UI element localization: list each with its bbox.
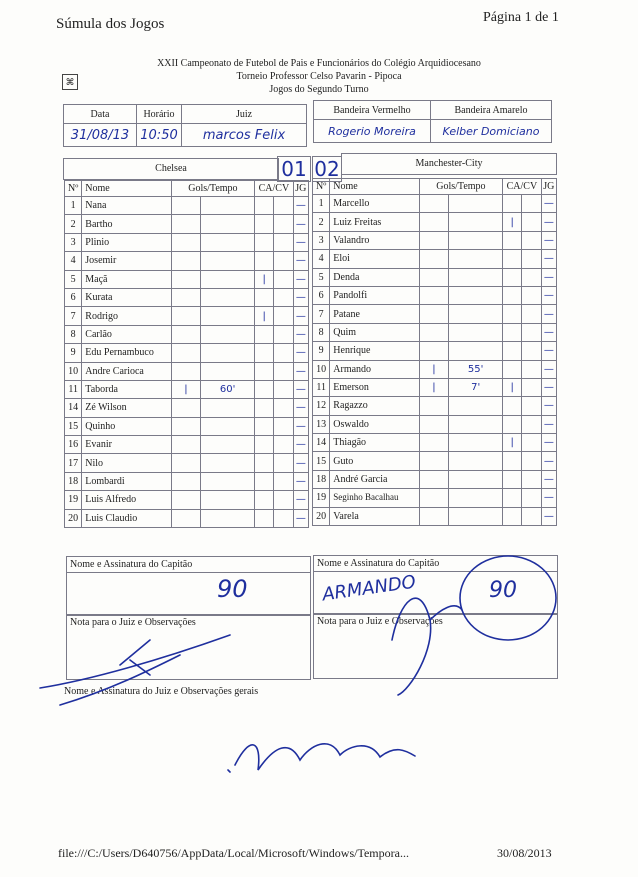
player-name: Nana xyxy=(82,197,171,215)
player-played: — xyxy=(541,360,556,378)
player-name: Luis Alfredo xyxy=(82,491,171,509)
flag-red-value: Rogerio Moreira xyxy=(314,120,431,143)
player-goals: | xyxy=(419,360,448,378)
player-number: 14 xyxy=(65,399,82,417)
player-number: 5 xyxy=(65,270,82,288)
captain-left-signature: 90 xyxy=(217,575,248,603)
col-cards: CA/CV xyxy=(255,181,294,197)
player-yellow-card: | xyxy=(255,270,274,288)
player-yellow-card: | xyxy=(503,378,522,396)
player-name: Varela xyxy=(330,507,419,525)
player-played: — xyxy=(541,452,556,470)
player-name: Quinho xyxy=(82,417,171,435)
notes-left-scribble xyxy=(40,635,230,705)
captain-right-signature: ARMANDO xyxy=(320,571,418,606)
player-name: Guto xyxy=(330,452,419,470)
home-team-name: Chelsea xyxy=(63,158,279,180)
player-name: Henrique xyxy=(330,342,419,360)
player-played: — xyxy=(541,470,556,488)
player-name: Evanir xyxy=(82,436,171,454)
player-number: 6 xyxy=(65,288,82,306)
home-score: 01 xyxy=(277,156,311,182)
player-name: Quim xyxy=(330,323,419,341)
col-num: Nº xyxy=(313,179,330,195)
time-label: Horário xyxy=(137,105,182,124)
player-number: 18 xyxy=(313,470,330,488)
player-name: Carlão xyxy=(82,325,171,343)
player-played: — xyxy=(541,195,556,213)
player-played: — xyxy=(293,491,308,509)
player-played: — xyxy=(293,215,308,233)
player-number: 17 xyxy=(65,454,82,472)
player-played: — xyxy=(541,378,556,396)
player-played: — xyxy=(293,399,308,417)
player-played: — xyxy=(541,323,556,341)
player-name: Oswaldo xyxy=(330,415,419,433)
player-name: Taborda xyxy=(82,380,171,398)
player-name: Denda xyxy=(330,268,419,286)
player-name: Patane xyxy=(330,305,419,323)
player-goal-time: 55' xyxy=(449,360,503,378)
player-played: — xyxy=(293,288,308,306)
captain-right-label: Nome e Assinatura do Capitão xyxy=(314,556,557,572)
player-name: Luiz Freitas xyxy=(330,213,419,231)
player-played: — xyxy=(293,252,308,270)
player-name: Armando xyxy=(330,360,419,378)
player-number: 12 xyxy=(313,397,330,415)
player-name: André Garcia xyxy=(330,470,419,488)
player-name: Maçã xyxy=(82,270,171,288)
player-number: 8 xyxy=(313,323,330,341)
player-number: 13 xyxy=(313,415,330,433)
player-name: Thiagão xyxy=(330,434,419,452)
player-name: Andre Carioca xyxy=(82,362,171,380)
player-played: — xyxy=(541,250,556,268)
col-jg: JG xyxy=(541,179,556,195)
col-name: Nome xyxy=(82,181,171,197)
player-name: Edu Pernambuco xyxy=(82,344,171,362)
player-goals: | xyxy=(171,380,200,398)
player-played: — xyxy=(293,233,308,251)
referee-label: Juiz xyxy=(182,105,307,124)
player-name: Rodrigo xyxy=(82,307,171,325)
date-label: Data xyxy=(64,105,137,124)
logo-icon: ⌘ xyxy=(62,74,78,90)
player-number: 4 xyxy=(65,252,82,270)
player-yellow-card: | xyxy=(503,213,522,231)
player-goal-time: 7' xyxy=(449,378,503,396)
player-played: — xyxy=(293,344,308,362)
col-cards: CA/CV xyxy=(503,179,542,195)
player-played: — xyxy=(293,436,308,454)
player-number: 10 xyxy=(313,360,330,378)
player-name: Josemir xyxy=(82,252,171,270)
player-number: 9 xyxy=(313,342,330,360)
player-name: Nilo xyxy=(82,454,171,472)
round-title: Jogos do Segundo Turno xyxy=(269,84,369,95)
player-number: 19 xyxy=(65,491,82,509)
captain-right-circle xyxy=(460,556,556,640)
player-played: — xyxy=(541,415,556,433)
player-name: Kurata xyxy=(82,288,171,306)
player-played: — xyxy=(541,231,556,249)
player-played: — xyxy=(293,197,308,215)
page-number: Página 1 de 1 xyxy=(483,10,559,25)
player-yellow-card: | xyxy=(503,434,522,452)
player-played: — xyxy=(541,397,556,415)
player-number: 7 xyxy=(313,305,330,323)
player-played: — xyxy=(541,268,556,286)
player-played: — xyxy=(293,417,308,435)
tournament-title: Torneio Professor Celso Pavarin - Pipoca xyxy=(236,71,402,82)
championship-title: XXII Campeonato de Futebol de Pais e Funcionários do Colégio Arquidiocesano xyxy=(157,58,481,69)
player-name: Pandolfi xyxy=(330,286,419,304)
player-number: 20 xyxy=(313,507,330,525)
player-played: — xyxy=(541,286,556,304)
player-number: 11 xyxy=(313,378,330,396)
player-name: Seginho Bacalhau xyxy=(330,489,419,507)
player-name: Lombardi xyxy=(82,472,171,490)
col-jg: JG xyxy=(293,181,308,197)
col-name: Nome xyxy=(330,179,419,195)
player-played: — xyxy=(293,270,308,288)
player-number: 1 xyxy=(313,195,330,213)
player-played: — xyxy=(293,380,308,398)
player-number: 6 xyxy=(313,286,330,304)
player-number: 10 xyxy=(65,362,82,380)
player-number: 7 xyxy=(65,307,82,325)
player-played: — xyxy=(293,362,308,380)
col-goals: Gols/Tempo xyxy=(419,179,502,195)
player-number: 20 xyxy=(65,509,82,527)
player-played: — xyxy=(541,213,556,231)
player-number: 3 xyxy=(313,231,330,249)
player-number: 1 xyxy=(65,197,82,215)
player-number: 11 xyxy=(65,380,82,398)
away-score: 02 xyxy=(312,156,342,182)
player-name: Emerson xyxy=(330,378,419,396)
player-number: 14 xyxy=(313,434,330,452)
player-played: — xyxy=(541,507,556,525)
player-played: — xyxy=(293,307,308,325)
player-number: 2 xyxy=(313,213,330,231)
flag-red-label: Bandeira Vermelho xyxy=(314,101,431,120)
player-number: 16 xyxy=(65,436,82,454)
player-number: 19 xyxy=(313,489,330,507)
player-name: Eloi xyxy=(330,250,419,268)
col-goals: Gols/Tempo xyxy=(171,181,254,197)
captain-right-signature-extra: 90 xyxy=(489,578,517,603)
captain-right-scribble xyxy=(392,598,462,695)
col-num: Nº xyxy=(65,181,82,197)
notes-right-label: Nota para o Juiz e Observações xyxy=(317,616,443,627)
player-number: 8 xyxy=(65,325,82,343)
player-played: — xyxy=(541,489,556,507)
footer-date: 30/08/2013 xyxy=(497,846,552,860)
player-yellow-card: | xyxy=(255,307,274,325)
player-goals: | xyxy=(419,378,448,396)
captain-left-label: Nome e Assinatura do Capitão xyxy=(67,557,310,573)
player-goal-time: 60' xyxy=(201,380,255,398)
referee-signature-label: Nome e Assinatura do Juiz e Observações gerais xyxy=(64,686,259,697)
away-team-name: Manchester-City xyxy=(341,153,557,175)
player-played: — xyxy=(293,509,308,527)
player-played: — xyxy=(293,454,308,472)
player-played: — xyxy=(541,342,556,360)
player-name: Plinio xyxy=(82,233,171,251)
player-number: 2 xyxy=(65,215,82,233)
document-title: Súmula dos Jogos xyxy=(56,16,165,32)
player-name: Zé Wilson xyxy=(82,399,171,417)
flag-yellow-label: Bandeira Amarelo xyxy=(431,101,552,120)
player-played: — xyxy=(541,305,556,323)
player-name: Ragazzo xyxy=(330,397,419,415)
player-number: 18 xyxy=(65,472,82,490)
player-name: Bartho xyxy=(82,215,171,233)
player-number: 15 xyxy=(313,452,330,470)
player-played: — xyxy=(293,472,308,490)
notes-left-label: Nota para o Juiz e Observações xyxy=(70,617,196,628)
flag-yellow-value: Kelber Domiciano xyxy=(431,120,552,143)
player-played: — xyxy=(293,325,308,343)
time-value: 10:50 xyxy=(137,124,182,147)
player-name: Valandro xyxy=(330,231,419,249)
player-number: 4 xyxy=(313,250,330,268)
player-number: 5 xyxy=(313,268,330,286)
footer-path: file:///C:/Users/D640756/AppData/Local/Microsoft/Windows/Tempora... xyxy=(58,846,409,860)
referee-value: marcos Felix xyxy=(182,124,307,147)
player-number: 3 xyxy=(65,233,82,251)
player-name: Luis Claudio xyxy=(82,509,171,527)
referee-signature-scribble xyxy=(228,744,415,772)
player-played: — xyxy=(541,434,556,452)
date-value: 31/08/13 xyxy=(64,124,137,147)
player-name: Marcello xyxy=(330,195,419,213)
player-number: 15 xyxy=(65,417,82,435)
player-number: 9 xyxy=(65,344,82,362)
